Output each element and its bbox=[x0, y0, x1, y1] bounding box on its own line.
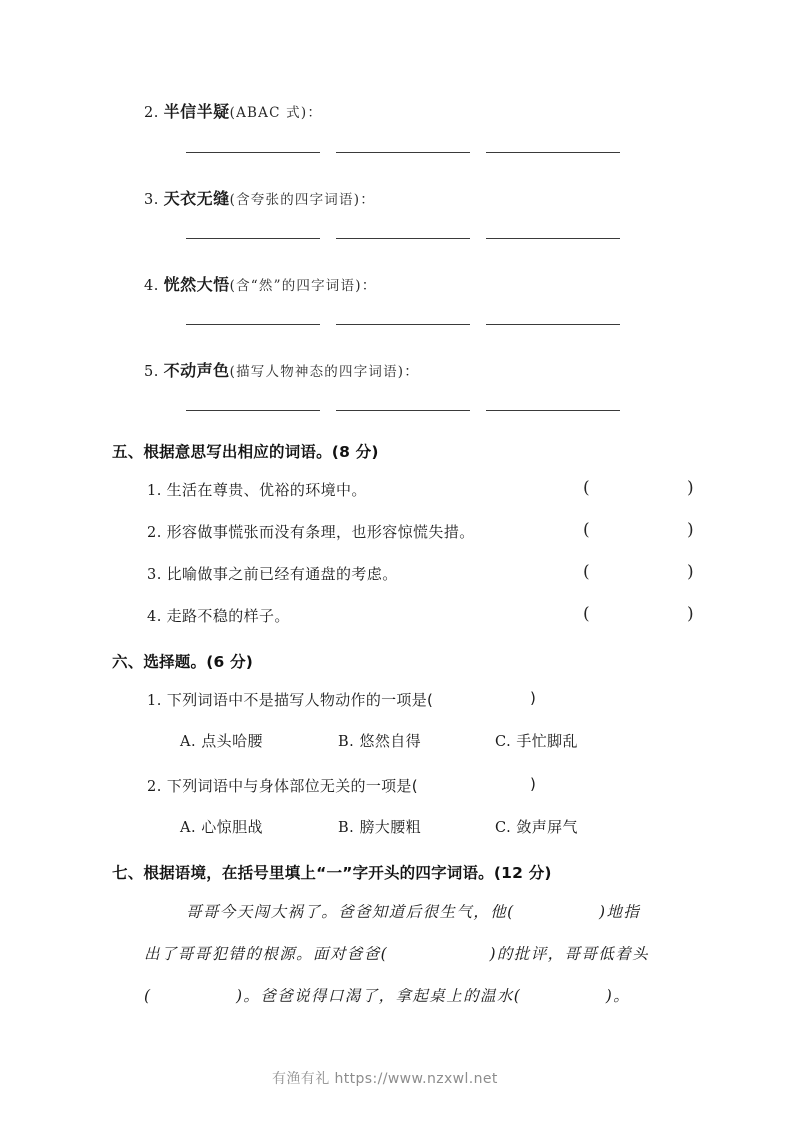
item-hint: (含夸张的四字词语) bbox=[229, 192, 361, 208]
answer-blank[interactable] bbox=[486, 238, 620, 239]
item-idiom: 半信半疑 bbox=[163, 102, 230, 121]
option-letter: C bbox=[495, 820, 507, 836]
option-sep: . bbox=[506, 734, 512, 750]
definition-text: 形容做事慌张而没有条理，也形容惊慌失措。 bbox=[166, 523, 475, 541]
choice-option-a[interactable] bbox=[180, 730, 263, 751]
word-formation-item bbox=[144, 99, 322, 122]
item-number-sep: . bbox=[156, 609, 162, 625]
passage-line[interactable]: ( )。爸爸说得口渴了，拿起桌上的温水( )。 bbox=[144, 987, 631, 1005]
answer-blank[interactable] bbox=[336, 152, 470, 153]
section-six-heading: 六、选择题。(6 分) bbox=[112, 653, 254, 671]
answer-paren-close[interactable]: ) bbox=[687, 520, 694, 540]
item-number: 1 bbox=[147, 483, 157, 499]
answer-blank-row bbox=[186, 410, 620, 411]
answer-blank[interactable] bbox=[486, 410, 620, 411]
item-number-sep: . bbox=[153, 105, 159, 121]
item-number: 2 bbox=[147, 779, 157, 795]
item-idiom: 恍然大悟 bbox=[163, 275, 230, 294]
word-formation-item bbox=[144, 272, 377, 295]
item-number-sep: . bbox=[153, 278, 159, 294]
choice-option-c[interactable] bbox=[495, 816, 578, 837]
option-letter: A bbox=[180, 734, 191, 750]
definition-item bbox=[147, 521, 475, 542]
item-number: 3 bbox=[144, 192, 154, 208]
option-text: 手忙脚乱 bbox=[516, 732, 578, 750]
question-answer-paren-close[interactable]: ) bbox=[530, 775, 537, 793]
item-number: 1 bbox=[147, 693, 157, 709]
item-hint: (描写人物神态的四字词语) bbox=[229, 364, 405, 380]
word-formation-item bbox=[144, 186, 375, 209]
choice-question-stem bbox=[147, 775, 418, 796]
item-colon: ： bbox=[360, 192, 376, 208]
footer-watermark: 有渔有礼 https://www.nzxwl.net bbox=[272, 1071, 498, 1087]
definition-text: 生活在尊贵、优裕的环境中。 bbox=[166, 481, 367, 499]
choice-question-stem bbox=[147, 689, 433, 710]
option-text: 膀大腰粗 bbox=[359, 818, 422, 836]
item-colon: ： bbox=[361, 278, 377, 294]
item-number-sep: . bbox=[153, 192, 159, 208]
definition-text: 走路不稳的样子。 bbox=[166, 607, 290, 625]
answer-paren-close[interactable]: ) bbox=[687, 562, 694, 582]
item-idiom: 不动声色 bbox=[163, 361, 230, 380]
answer-blank-row bbox=[186, 324, 620, 325]
option-sep: . bbox=[506, 820, 512, 836]
item-number: 2 bbox=[144, 105, 154, 121]
item-colon: ： bbox=[307, 105, 323, 121]
option-letter: B bbox=[338, 734, 350, 750]
answer-paren-open[interactable]: ( bbox=[583, 520, 590, 540]
answer-blank[interactable] bbox=[186, 324, 320, 325]
question-answer-paren-close[interactable]: ) bbox=[530, 689, 537, 707]
option-text: 点头哈腰 bbox=[201, 732, 263, 750]
item-number-sep: . bbox=[156, 693, 162, 709]
answer-paren-open[interactable]: ( bbox=[583, 478, 590, 498]
item-number-sep: . bbox=[156, 525, 162, 541]
question-stem-text: 下列词语中与身体部位无关的一项是( bbox=[166, 777, 418, 795]
passage-line[interactable]: 出了哥哥犯错的根源。面对爸爸( )的批评，哥哥低着头 bbox=[144, 945, 649, 963]
question-stem-text: 下列词语中不是描写人物动作的一项是( bbox=[166, 691, 434, 709]
item-number: 4 bbox=[144, 278, 154, 294]
answer-blank[interactable] bbox=[486, 152, 620, 153]
item-number-sep: . bbox=[156, 567, 162, 583]
option-sep: . bbox=[190, 820, 197, 836]
answer-blank[interactable] bbox=[336, 238, 470, 239]
item-number: 4 bbox=[147, 609, 157, 625]
item-number-sep: . bbox=[153, 364, 159, 380]
choice-option-a[interactable] bbox=[180, 816, 263, 837]
section-seven-heading: 七、根据语境，在括号里填上“一”字开头的四字词语。(12 分) bbox=[112, 864, 552, 882]
item-number: 2 bbox=[147, 525, 157, 541]
answer-blank[interactable] bbox=[186, 238, 320, 239]
option-sep: . bbox=[190, 734, 197, 750]
definition-text: 比喻做事之前已经有通盘的考虑。 bbox=[166, 565, 398, 583]
answer-blank[interactable] bbox=[336, 324, 470, 325]
definition-item bbox=[147, 605, 290, 626]
item-hint: (ABAC 式) bbox=[229, 105, 308, 121]
choice-option-b[interactable] bbox=[338, 816, 421, 837]
option-text: 敛声屏气 bbox=[516, 818, 578, 836]
choice-option-b[interactable] bbox=[338, 730, 421, 751]
item-hint: (含“然”的四字词语) bbox=[229, 278, 362, 294]
section-five-heading: 五、根据意思写出相应的词语。(8 分) bbox=[112, 443, 379, 461]
answer-paren-close[interactable]: ) bbox=[687, 478, 694, 498]
option-letter: B bbox=[338, 820, 350, 836]
answer-paren-open[interactable]: ( bbox=[583, 562, 590, 582]
answer-blank[interactable] bbox=[186, 152, 320, 153]
option-letter: A bbox=[180, 820, 191, 836]
option-text: 心惊胆战 bbox=[201, 818, 263, 836]
answer-paren-open[interactable]: ( bbox=[583, 604, 590, 624]
definition-item bbox=[147, 479, 367, 500]
answer-blank-row bbox=[186, 238, 620, 239]
word-formation-item bbox=[144, 358, 419, 381]
item-number: 5 bbox=[144, 364, 154, 380]
item-idiom: 天衣无缝 bbox=[163, 189, 230, 208]
item-number-sep: . bbox=[156, 779, 162, 795]
option-sep: . bbox=[349, 820, 355, 836]
answer-blank-row bbox=[186, 152, 620, 153]
answer-blank[interactable] bbox=[336, 410, 470, 411]
item-number-sep: . bbox=[156, 483, 162, 499]
item-colon: ： bbox=[404, 364, 420, 380]
item-number: 3 bbox=[147, 567, 157, 583]
choice-option-c[interactable] bbox=[495, 730, 578, 751]
option-letter: C bbox=[495, 734, 507, 750]
answer-paren-close[interactable]: ) bbox=[687, 604, 694, 624]
answer-blank[interactable] bbox=[186, 410, 320, 411]
option-sep: . bbox=[349, 734, 355, 750]
definition-item bbox=[147, 563, 398, 584]
passage-line[interactable]: 哥哥今天闯大祸了。爸爸知道后很生气，他( )地指 bbox=[186, 903, 641, 921]
option-text: 悠然自得 bbox=[359, 732, 422, 750]
answer-blank[interactable] bbox=[486, 324, 620, 325]
